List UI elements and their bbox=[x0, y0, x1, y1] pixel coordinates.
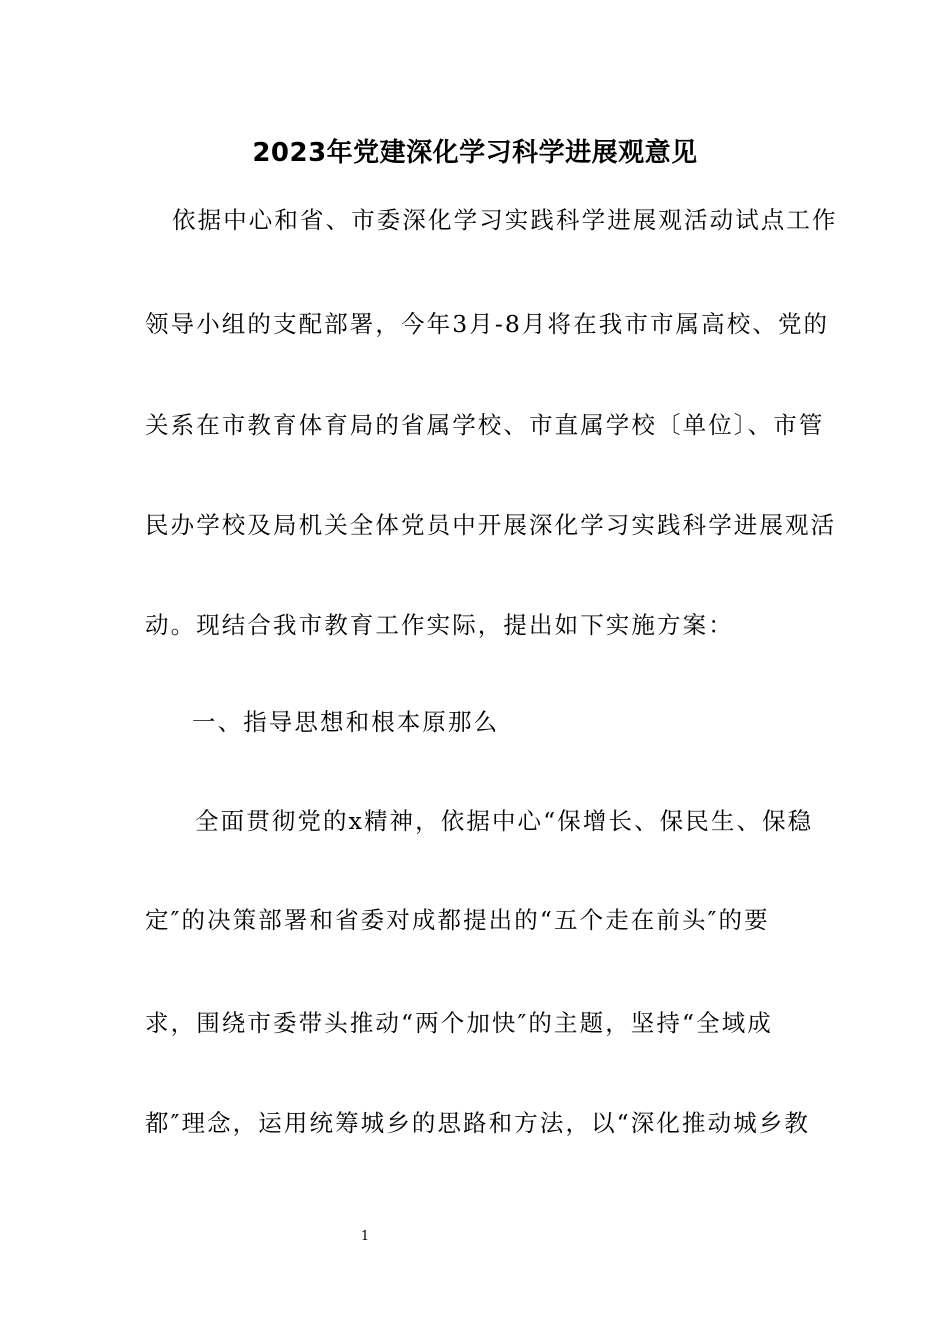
paragraph-line: 关系在市教育体育局的省属学校、市直属学校〔单位〕、市管 bbox=[145, 411, 825, 439]
page-number: 1 bbox=[360, 1229, 370, 1244]
paragraph-line: 都″理念，运用统筹城乡的思路和方法，以“深化推动城乡教 bbox=[145, 1109, 810, 1137]
paragraph-line: 定″的决策部署和省委对成都提出的“五个走在前头″的要 bbox=[145, 906, 770, 934]
paragraph-line: 依据中心和省、市委深化学习实践科学进展观活动试点工作 bbox=[172, 206, 838, 234]
document-title: 2023年党建深化学习科学进展观意见 bbox=[252, 138, 698, 168]
paragraph-line: 民办学校及局机关全体党员中开展深化学习实践科学进展观活 bbox=[145, 511, 837, 539]
paragraph-line: 求，围绕市委带头推动“两个加快″的主题，坚持“全域成 bbox=[145, 1009, 773, 1037]
section-heading: 一、指导思想和根本原那么 bbox=[192, 708, 500, 736]
paragraph-line: 全面贯彻党的x精神，依据中心“保增长、保民生、保稳 bbox=[195, 807, 814, 835]
paragraph-line: 领导小组的支配部署，今年3月-8月将在我市市属高校、党的 bbox=[145, 310, 830, 338]
paragraph-line: 动。现结合我市教育工作实际，提出如下实施方案： bbox=[145, 611, 734, 639]
